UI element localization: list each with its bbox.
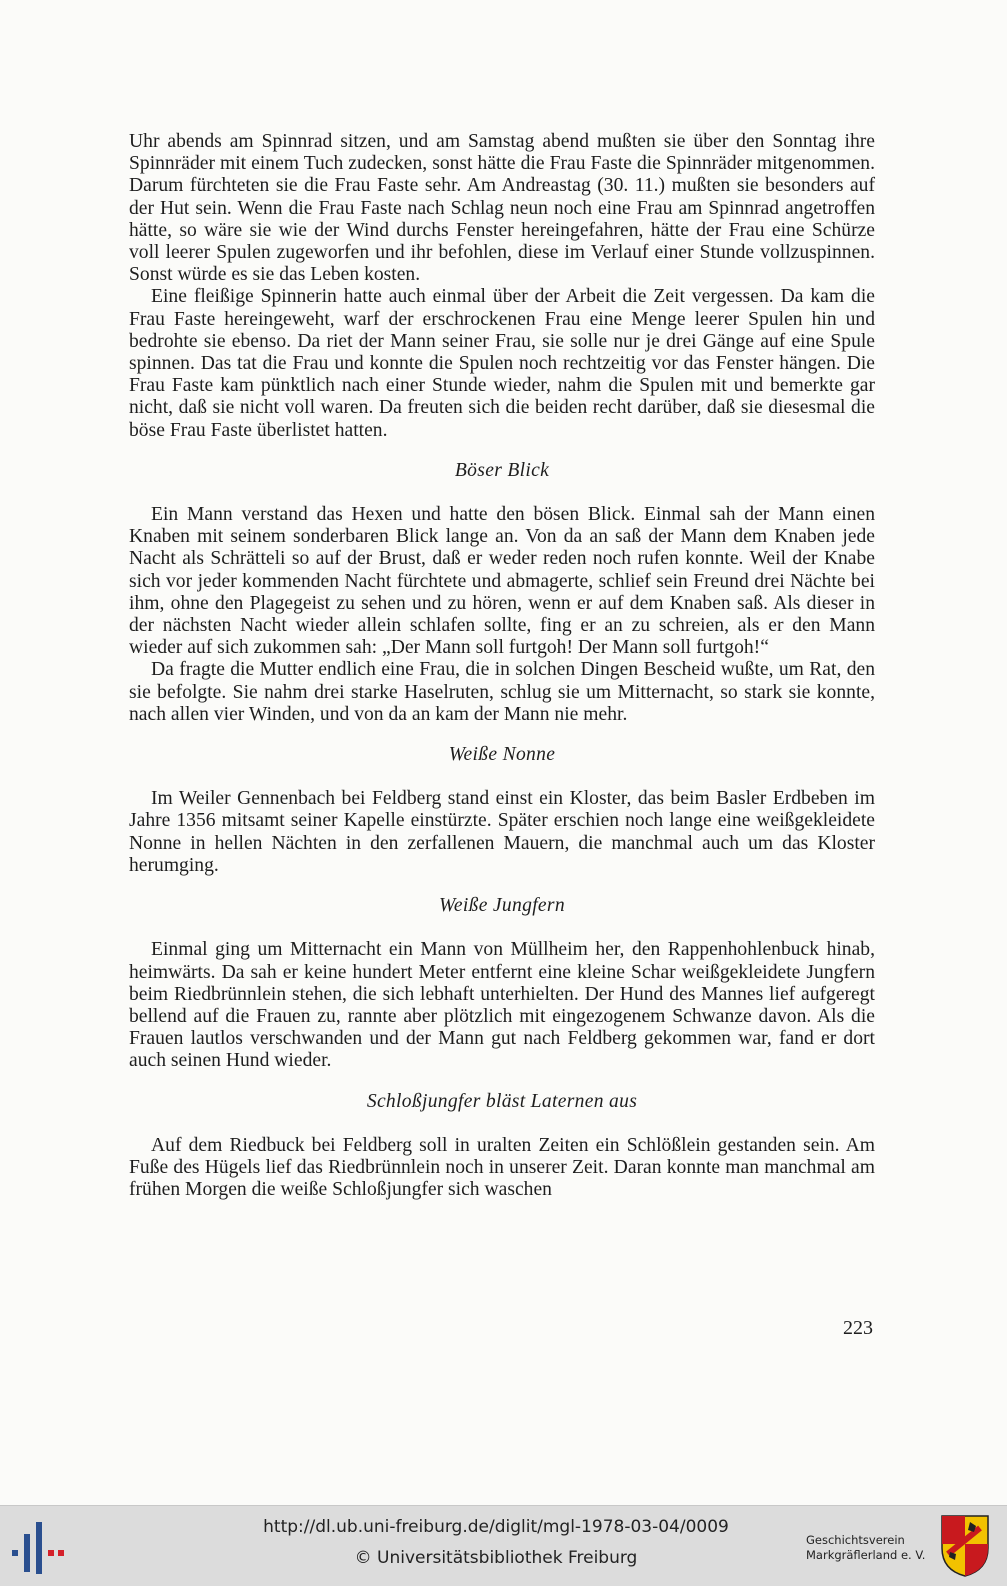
paragraph: Eine fleißige Spinnerin hatte auch einmal über der Arbeit die Zeit vergessen. Da kam die Frau Faste hereingeweht, warf der erschrockenen Frau eine Menge leerer Spulen hin und bedrohte sie ebenso. Da riet der Mann seiner Frau, sie solle nur je drei Gänge auf eine Spule spinnen. Das tat die Frau und konnte die Spulen noch rechtzeitig vor das Fenster hängen. Die Frau Faste kam pünktlich nach einer Stunde wieder, nahm die Spulen mit und bemerkte gar nicht, daß sie nicht voll waren. Da freuten sich die beiden recht darüber, daß sie diesesmal die böse Frau Faste überlistet hatten. xyxy=(129,286,875,441)
paragraph: Auf dem Riedbuck bei Feldberg soll in uralten Zeiten ein Schlößlein gestanden sein. Am Fuße des Hügels lief das Riedbrünnlein noch in unserer Zeit. Daran konnte man manchmal am frühen Morgen die weiße Schloßjungfer sich waschen xyxy=(129,1134,875,1201)
paragraph: Ein Mann verstand das Hexen und hatte den bösen Blick. Einmal sah der Mann einen Knaben mit seinem sonderbaren Blick lange an. Von da an saß der Mann dem Knaben jede Nacht als Schrätteli so auf der Brust, daß er weder reden noch rufen konnte. Weil der Knabe sich vor jeder kommenden Nacht fürchtete und abmagerte, schlief sein Freund drei Nächte bei ihm, ohne den Plagegeist zu sehen und zu hören, wenn er auf dem Knaben saß. Als dieser in der nächsten Nacht wieder allein schlafen sollte, fing er an zu schreien, als er den Mann wieder auf sich zukommen sah: „Der Mann soll furtgoh! Der Mann soll furtgoh!“ xyxy=(129,504,875,659)
section-heading-schlossjungfer: Schloßjungfer bläst Laternen aus xyxy=(366,1090,638,1112)
paragraph: Einmal ging um Mitternacht ein Mann von Müllheim her, den Rappenhohlenbuck hinab, heimwärts. Da sah er keine hundert Meter entfernt eine kleine Schar weißgekleidete Jungfern beim Riedbrünnlein stehen, die sich lebhaft unterhielten. Der Hund des Mannes lief aufgeregt bellend auf die Frauen zu, rannte aber plötzlich mit eingezogenem Schwanze davon. Als die Frauen lautlos verschwanden und der Mann gut nach Feldberg gekommen war, fand er dort auch seinen Hund wieder. xyxy=(129,939,875,1072)
body-text xyxy=(129,131,875,1201)
paragraph: Im Weiler Gennenbach bei Feldberg stand einst ein Kloster, das beim Basler Erdbeben im Jahre 1356 mitsamt seiner Kapelle einstürzte. Später erschien noch lange eine weißgekleidete Nonne in hellen Nächten in den zerfallenen Mauern, die manchmal auch um das Kloster herumging. xyxy=(129,788,875,876)
footer-copyright: © Universitätsbibliothek Freiburg xyxy=(354,1548,638,1568)
section-heading-weisse-jungfern: Weiße Jungfern xyxy=(439,895,565,917)
coat-of-arms-icon xyxy=(940,1514,990,1578)
footer-url-link[interactable]: http://dl.ub.uni-freiburg.de/diglit/mgl-1978-03-04/0009 xyxy=(263,1517,729,1537)
section-heading-weisse-nonne: Weiße Nonne xyxy=(448,744,556,766)
footer-bar xyxy=(0,1505,1007,1586)
society-name xyxy=(806,1533,936,1563)
society-line-2: Markgräflerland e. V. xyxy=(806,1548,926,1562)
section-heading-boeser-blick: Böser Blick xyxy=(454,459,550,481)
paragraph: Uhr abends am Spinnrad sitzen, und am Samstag abend mußten sie über den Sonntag ihre Spinnräder mit einem Tuch zudecken, sonst hätte die Frau Faste die Spinnräder mitgenommen. Darum fürchteten sie die Frau Faste sehr. Am Andreastag (30. 11.) mußten sie besonders auf der Hut sein. Wenn die Frau Faste nach Schlag neun noch eine Frau am Spinnrad angetroffen hätte, so wäre sie wie der Wind durchs Fenster hereingefahren, hätte der Frau eine Schürze voll leerer Spulen zugeworfen und ihr befohlen, diese im Verlauf einer Stunde vollzuspinnen. Sonst würde es sie das Leben kosten. xyxy=(129,131,875,286)
paragraph: Da fragte die Mutter endlich eine Frau, die in solchen Dingen Bescheid wußte, um Rat, den sie befolgte. Sie nahm drei starke Haselruten, schlug sie um Mitternacht, so stark sie konnte, nach allen vier Winden, und von da an kam der Mann nie mehr. xyxy=(129,659,875,725)
society-line-1: Geschichtsverein xyxy=(806,1533,905,1547)
page-number: 223 xyxy=(843,1317,873,1339)
